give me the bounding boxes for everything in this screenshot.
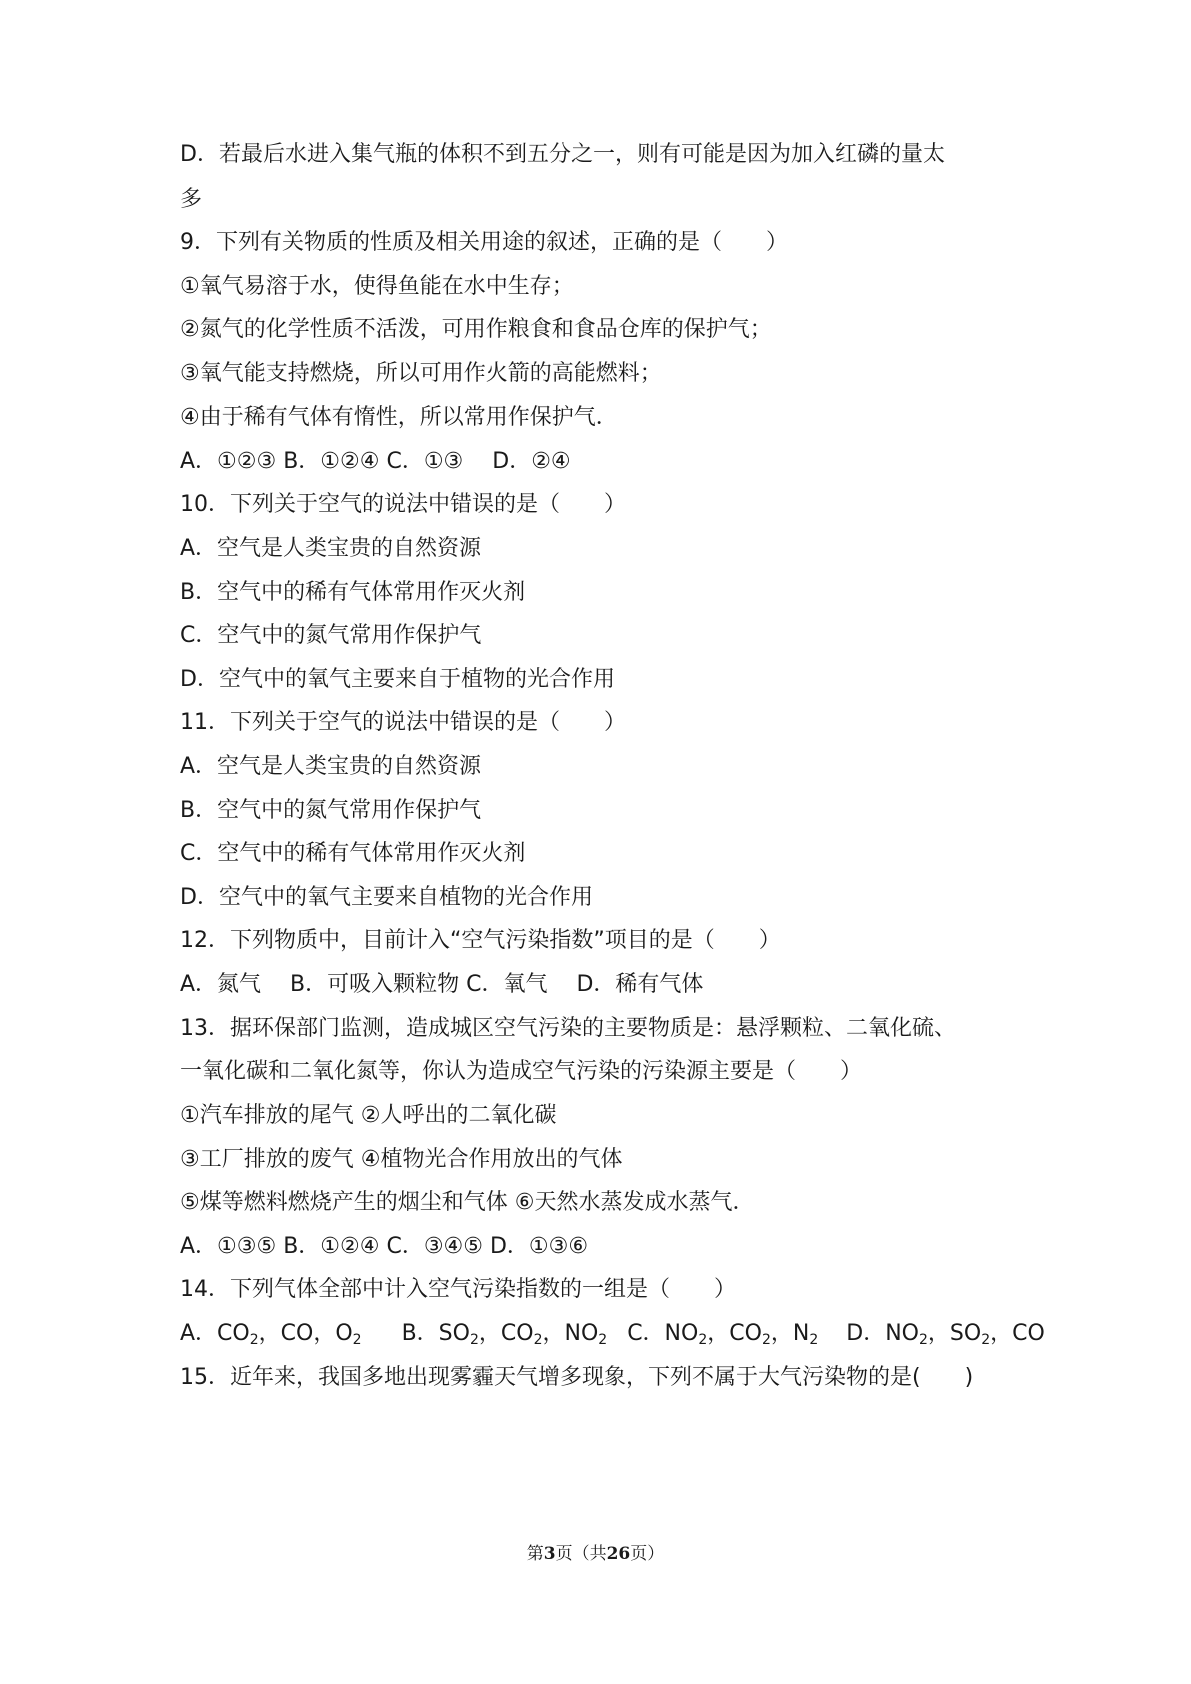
q9-statement-2: ②氮气的化学性质不活泼，可用作粮食和食品仓库的保护气； [180, 317, 772, 342]
q8-option-d-cont: 多 [180, 187, 203, 212]
q8-option-d: D．若最后水进入集气瓶的体积不到五分之一，则有可能是因为加入红磷的量太 [180, 142, 945, 167]
q13-items-5-6: ⑤煤等燃料燃烧产生的烟尘和气体 ⑥天然水蒸发成水蒸气． [180, 1190, 755, 1215]
q10-stem: 10．下列关于空气的说法中错误的是（ ） [180, 492, 626, 517]
q9-statement-4: ④由于稀有气体有惰性，所以常用作保护气． [180, 405, 618, 430]
page-footer: 第3页（共26页） [526, 1544, 665, 1564]
q13-items-1-2: ①汽车排放的尾气 ②人呼出的二氧化碳 [180, 1103, 557, 1128]
q10-option-a: A．空气是人类宝贵的自然资源 [180, 536, 482, 561]
q13-stem-cont: 一氧化碳和二氧化氮等，你认为造成空气污染的污染源主要是（ ） [180, 1059, 863, 1084]
q9-statement-3: ③氧气能支持燃烧，所以可用作火箭的高能燃料； [180, 361, 662, 386]
q13-items-3-4: ③工厂排放的废气 ④植物光合作用放出的气体 [180, 1147, 623, 1172]
q14-option-b: B．$SO_2$，$CO_2$，$NO_2$ [401, 1321, 608, 1348]
q13-options: A．①③⑤ B．①②④ C．③④⑤ D．①③⑥ [180, 1234, 589, 1259]
q13-stem: 13．据环保部门监测，造成城区空气污染的主要物质是：悬浮颗粒、二氧化硫、 [180, 1016, 956, 1041]
q11-option-c: C．空气中的稀有气体常用作灭火剂 [180, 841, 526, 866]
q15-stem: 15．近年来，我国多地出现雾霾天气增多现象，下列不属于大气污染物的是( ) [180, 1365, 974, 1390]
q11-option-a: A．空气是人类宝贵的自然资源 [180, 754, 482, 779]
q10-option-c: C．空气中的氮气常用作保护气 [180, 623, 482, 648]
q11-option-d: D．空气中的氧气主要来自植物的光合作用 [180, 885, 593, 910]
q9-options: A．①②③ B．①②④ C．①③ D．②④ [180, 449, 571, 474]
q12-options: A．氮气 B．可吸入颗粒物 C．氧气 D．稀有气体 [180, 972, 704, 997]
q11-option-b: B．空气中的氮气常用作保护气 [180, 798, 482, 823]
q14-options [180, 1319, 1045, 1349]
q9-statement-1: ①氧气易溶于水，使得鱼能在水中生存； [180, 274, 574, 299]
q10-option-b: B．空气中的稀有气体常用作灭火剂 [180, 580, 526, 605]
q12-stem: 12．下列物质中，目前计入“空气污染指数”项目的是（ ） [180, 928, 781, 953]
q14-option-a: A．$CO_2$，CO，$O_2$ [180, 1321, 362, 1348]
q10-option-d: D．空气中的氧气主要来自于植物的光合作用 [180, 667, 615, 692]
q14-stem: 14．下列气体全部中计入空气污染指数的一组是（ ） [180, 1277, 736, 1302]
q11-stem: 11．下列关于空气的说法中错误的是（ ） [180, 710, 626, 735]
q14-option-d: D．$NO_2$，$SO_2$，CO [846, 1321, 1045, 1348]
q9-stem: 9．下列有关物质的性质及相关用途的叙述，正确的是（ ） [180, 230, 788, 255]
q14-option-c: C．$NO_2$，$CO_2$，$N_2$ [627, 1321, 819, 1348]
